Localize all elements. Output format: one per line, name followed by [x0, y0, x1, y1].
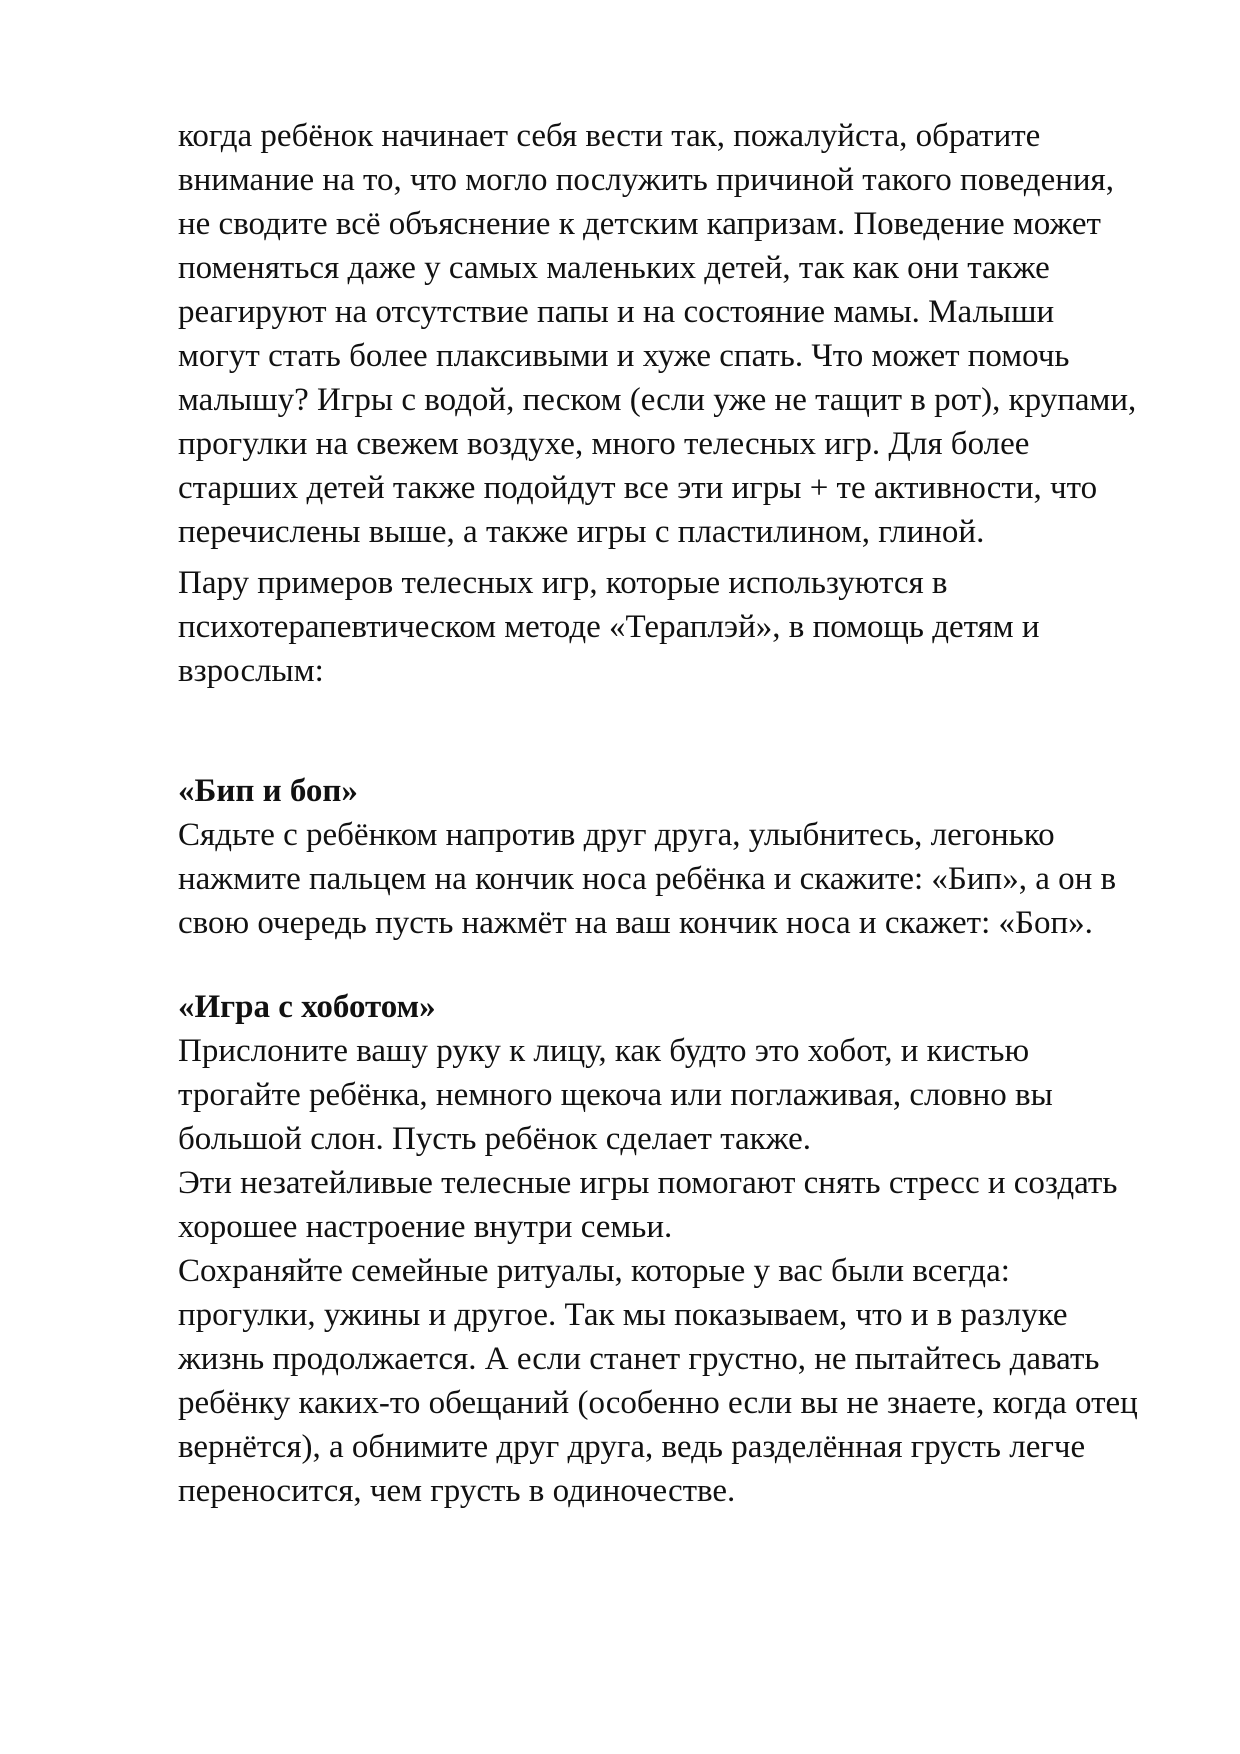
game-heading-beep-bop: «Бип и боп»: [178, 773, 358, 809]
document-page: [178, 114, 1178, 1513]
spacer: [178, 554, 1178, 561]
spacer: [178, 945, 1178, 985]
game-text-trunk: Прислоните вашу руку к лицу, как будто это хобот, и кистью трогайте ребёнка, немного щекоча или поглаживая, словно вы большой слон. Пусть ребёнок сделает также.: [178, 1033, 1053, 1157]
game-text-beep-bop: Сядьте с ребёнком напротив друг друга, улыбнитесь, легонько нажмите пальцем на кончик носа ребёнка и скажите: «Бип», а он в свою очередь пусть нажмёт на ваш кончик носа и скажет: «Боп».: [178, 817, 1117, 941]
game-heading-trunk: «Игра с хоботом»: [178, 989, 436, 1025]
paragraph-theraplay-intro: Пару примеров телесных игр, которые используются в психотерапевтическом методе «Тераплэй», в помощь детям и взрослым:: [178, 565, 1040, 689]
paragraph-stress-relief: Эти незатейливые телесные игры помогают снять стресс и создать хорошее настроение внутри семьи.: [178, 1165, 1118, 1245]
paragraph-behavior: когда ребёнок начинает себя вести так, пожалуйста, обратите внимание на то, что могло послужить причиной такого поведения, не сводите всё объяснение к детским капризам. Поведение может поменяться даже у самых маленьких детей, так как они также реагируют на отсутствие папы и на состояние мамы. Малыши могут стать более плаксивыми и хуже спать. Что может помочь малышу? Игры с водой, песком (если уже не тащит в рот), крупами, прогулки на свежем воздухе, много телесных игр. Для более старших детей также подойдут все эти игры + те активности, что перечислены выше, а также игры с пластилином, глиной.: [178, 118, 1137, 550]
spacer: [178, 693, 1178, 769]
paragraph-family-rituals: Сохраняйте семейные ритуалы, которые у вас были всегда: прогулки, ужины и другое. Так мы показываем, что и в разлуке жизнь продолжается. А если станет грустно, не пытайтесь давать ребёнку каких-то обещаний (особенно если вы не знаете, когда отец вернётся), а обнимите друг друга, ведь разделённая грусть легче переносится, чем грусть в одиночестве.: [178, 1253, 1138, 1509]
